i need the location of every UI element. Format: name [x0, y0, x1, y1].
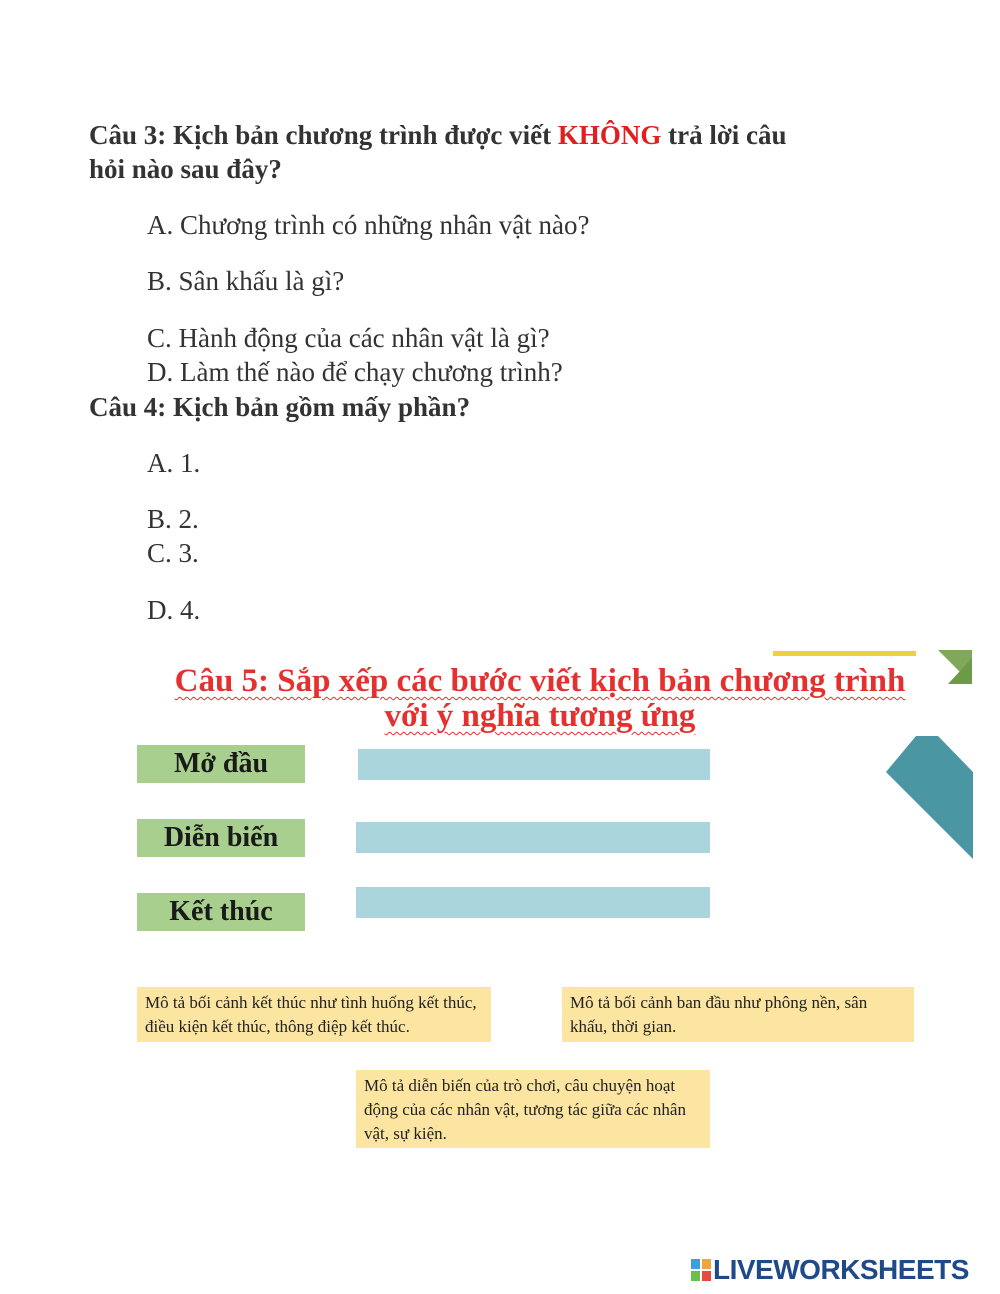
liveworksheets-logo — [691, 1255, 969, 1285]
liveworksheets-logo-text: LIVEWORKSHEETS — [713, 1254, 969, 1285]
question-3-option-a[interactable]: A. Chương trình có những nhân vật nào? — [147, 210, 590, 240]
answer-card-mo-dau[interactable]: Mô tả bối cảnh ban đầu như phông nền, sân khấu, thời gian. — [562, 987, 914, 1042]
question-4-option-b[interactable]: B. 2. — [147, 504, 199, 534]
label-mo-dau: Mở đầu — [137, 745, 305, 783]
question-5-title-line2: với ý nghĩa tương ứng — [384, 698, 696, 734]
label-ket-thuc: Kết thúc — [137, 893, 305, 931]
liveworksheets-logo-icon — [691, 1259, 711, 1281]
question-5-title-line1: Câu 5: Sắp xếp các bước viết kịch bản chương trình — [174, 663, 906, 699]
question-3-title-suffix: trả lời câu — [661, 120, 787, 150]
question-3-title-line2: hỏi nào sau đây? — [89, 154, 282, 184]
question-5-title — [120, 664, 960, 699]
drop-zone-ket-thuc[interactable] — [356, 887, 710, 918]
question-4-option-c[interactable]: C. 3. — [147, 538, 199, 568]
answer-card-dien-bien[interactable]: Mô tả diễn biến của trò chơi, câu chuyện hoạt động của các nhân vật, tương tác giữa các nhân vật, sự kiện. — [356, 1070, 710, 1148]
decorative-teal-shape — [886, 736, 973, 859]
question-4-option-a[interactable]: A. 1. — [147, 448, 201, 478]
answer-card-ket-thuc[interactable]: Mô tả bối cảnh kết thúc như tình huống kết thúc, điều kiện kết thúc, thông điệp kết thúc. — [137, 987, 491, 1042]
question-4-option-d[interactable]: D. 4. — [147, 595, 201, 625]
question-3-title-emphasis: KHÔNG — [557, 120, 662, 150]
question-5-title-line2-wrap — [120, 699, 960, 734]
drop-zone-dien-bien[interactable] — [356, 822, 710, 853]
question-3-title — [89, 118, 787, 152]
label-dien-bien: Diễn biến — [137, 819, 305, 857]
question-3-option-b[interactable]: B. Sân khấu là gì? — [147, 266, 345, 296]
decorative-yellow-bar — [773, 651, 916, 656]
question-3-option-d[interactable]: D. Làm thế nào để chạy chương trình? — [147, 357, 563, 387]
question-4-title: Câu 4: Kịch bản gồm mấy phần? — [89, 392, 471, 422]
question-3-option-c[interactable]: C. Hành động của các nhân vật là gì? — [147, 323, 550, 353]
question-3-title-prefix: Câu 3: Kịch bản chương trình được viết — [89, 120, 558, 150]
drop-zone-mo-dau[interactable] — [358, 749, 710, 780]
